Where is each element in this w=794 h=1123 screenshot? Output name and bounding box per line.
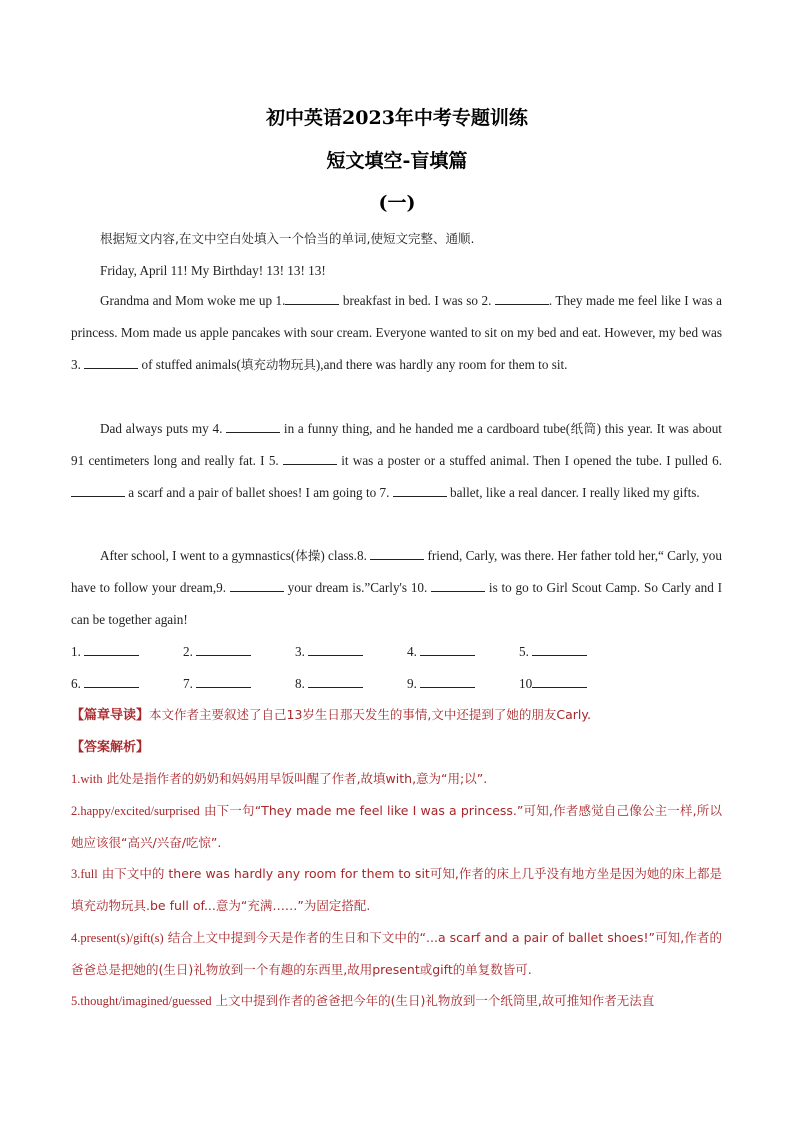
text-run: it was a poster or a stuffed animal. Then I opened the tube. I pulled 6. (336, 452, 722, 468)
date-line: Friday, April 11! My Birthday! 13! 13! 13! (100, 263, 326, 278)
answer-blank (308, 643, 363, 656)
answer-blank (196, 643, 251, 656)
text-run: Dad always puts my 4. (100, 421, 227, 436)
answer-blank (420, 643, 475, 656)
answer-slot[interactable] (295, 675, 363, 692)
blank-9 (230, 579, 284, 592)
blank-7 (393, 484, 447, 497)
answer-text: 由下一句“They made me feel like I was a princess.”可知,作者感觉自己像公主一样,所以她应该很“高兴/兴奋/吃惊”. (71, 803, 722, 850)
blank-1 (285, 292, 339, 305)
answer-text: 由下文中的 there was hardly any room for them to sit可知,作者的床上几乎没有地方坐是因为她的床上都是填充动物玩具.be full of...意为“充满……”为固定搭配. (71, 866, 722, 913)
text-run: After school, I went to a gymnastics( (100, 548, 296, 563)
answer-slot[interactable] (71, 675, 139, 692)
answer-row-2 (71, 675, 731, 695)
answer-explanation-1 (71, 763, 722, 795)
text-run: friend, Carly, was there. Her father told her,“ Carly, you have to follow your dream,9. (71, 548, 722, 595)
answer-explanation-4 (71, 922, 722, 986)
instruction: 根据短文内容,在文中空白处填入一个恰当的单词,使短文完整、通顺. (100, 231, 475, 246)
answer-slot[interactable] (71, 643, 139, 660)
text-run: . They made me feel like I was a princess. Mom made us apple pancakes with sour cream. Everyone wanted to sit on my bed and eat. However, my bed was 3. (71, 293, 722, 372)
blank-4 (226, 420, 280, 433)
slot-label: 9. (407, 676, 421, 691)
page-subtitle: 短文填空-盲填篇 (326, 150, 468, 172)
answer-slot[interactable] (295, 643, 363, 660)
slot-label: 6. (71, 676, 85, 691)
passage-paragraph-3 (71, 540, 722, 635)
answer-text: 上文中提到作者的爸爸把今年的(生日)礼物放到一个纸筒里,故可推知作者无法直 (211, 993, 655, 1008)
answer-key: 5.thought/imagined/guessed (71, 994, 212, 1008)
answer-key: 4.present(s)/gift(s) (71, 931, 164, 945)
slot-label: 3. (295, 644, 309, 659)
text-run: your dream is.”Carly's 10. (283, 579, 432, 595)
answer-slot[interactable] (183, 675, 251, 692)
answer-slot[interactable] (519, 675, 587, 692)
blank-10 (431, 579, 485, 592)
slot-label: 4. (407, 644, 421, 659)
text-run: ballet, like a real dancer. I really liked my gifts. (446, 484, 700, 500)
answer-blank (308, 675, 363, 688)
answer-blank (196, 675, 251, 688)
answer-slot[interactable] (519, 643, 587, 660)
blank-5 (283, 452, 337, 465)
text-run: breakfast in bed. I was so 2. (339, 293, 495, 308)
answer-blank (84, 675, 139, 688)
reading-guide (71, 699, 722, 732)
section-number: (一) (378, 192, 416, 214)
answer-text: 此处是指作者的奶奶和妈妈用早饭叫醒了作者,故填with,意为“用;以”. (102, 771, 488, 786)
answer-blank (84, 643, 139, 656)
page-title: 初中英语2023年中考专题训练 (266, 107, 528, 129)
slot-label: 5. (519, 644, 533, 659)
blank-2 (495, 292, 549, 305)
answer-explanation-3 (71, 858, 722, 922)
guide-text: 本文作者主要叙述了自己13岁生日那天发生的事情,文中还提到了她的朋友Carly. (149, 707, 591, 722)
chinese-gloss: 体操 (295, 548, 321, 563)
text-run: is to go to Girl Scout Camp. So Carly and I can be together again! (71, 579, 722, 627)
answer-key: 2.happy/excited/surprised (71, 804, 200, 818)
answer-key: 3.full (71, 867, 98, 881)
blank-6 (71, 484, 125, 497)
slot-label: 8. (295, 676, 309, 691)
answer-slot[interactable] (183, 643, 251, 660)
answer-slot[interactable] (407, 675, 475, 692)
chinese-gloss: 纸筒 (570, 421, 597, 436)
blank-3 (84, 356, 138, 369)
text-run: ) class.8. (320, 548, 371, 563)
text-run: Grandma and Mom woke me up 1. (100, 293, 286, 308)
answers-heading (71, 731, 722, 764)
slot-label: 10 (519, 676, 533, 691)
text-run: ),and there was hardly any room for them to sit. (315, 356, 568, 372)
answer-blank (532, 643, 587, 656)
blank-8 (370, 547, 424, 560)
slot-label: 2. (183, 644, 197, 659)
passage-paragraph-2 (71, 413, 722, 508)
passage-paragraph-1 (71, 285, 722, 380)
text-run: ) this year. It was about 91 centimeters long and really fat. I 5. (71, 421, 722, 468)
answer-explanation-2 (71, 795, 722, 859)
answer-row-1 (71, 643, 731, 663)
text-run: a scarf and a pair of ballet shoes! I am going to 7. (125, 484, 393, 500)
text-run: of stuffed animals( (138, 356, 241, 372)
chinese-gloss: 填充动物玩具 (240, 356, 316, 372)
answer-blank (420, 675, 475, 688)
text-run: in a funny thing, and he handed me a cardboard tube( (280, 421, 571, 436)
answer-blank (532, 675, 587, 688)
answer-explanation-5 (71, 985, 722, 1017)
slot-label: 1. (71, 644, 85, 659)
slot-label: 7. (183, 676, 197, 691)
answer-slot[interactable] (407, 643, 475, 660)
answer-text: 结合上文中提到今天是作者的生日和下文中的“...a scarf and a pair of ballet shoes!”可知,作者的爸爸总是把她的(生日)礼物放到一个有趣的东西里,故用present或gift的单复数皆可. (71, 930, 722, 977)
answers-tag: 【答案解析】 (71, 740, 150, 755)
answer-key: 1.with (71, 772, 103, 786)
guide-tag: 【篇章导读】 (71, 708, 150, 723)
